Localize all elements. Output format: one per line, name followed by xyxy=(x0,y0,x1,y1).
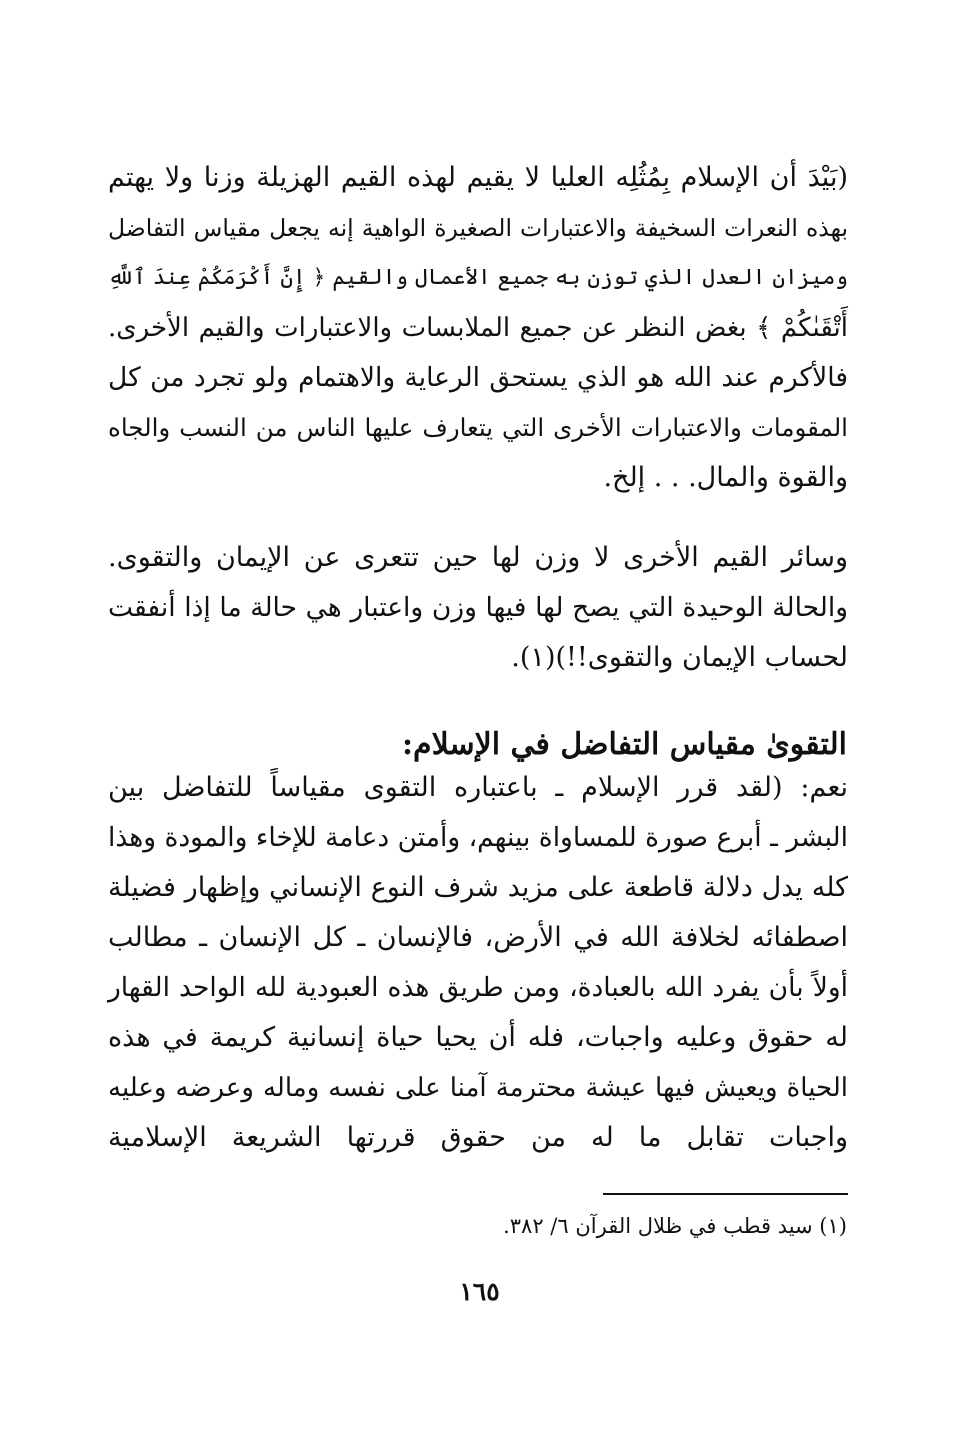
text-line: وسائر القيم الأخرى لا وزن لها حين تتعرى عن الإيمان والتقوى. xyxy=(108,542,848,573)
footnote-separator xyxy=(603,1193,848,1195)
text-line: كله يدل دلالة قاطعة على مزيد شرف النوع الإنساني وإظهار فضيلة xyxy=(108,872,848,903)
text-line: أَتْقَىٰكُمْ ﴾ بغض النظر عن جميع الملابسات والاعتبارات والقيم الأخرى. xyxy=(108,313,848,343)
text-line: لحساب الإيمان والتقوى!!)(١). xyxy=(511,642,848,673)
text-line: المقومات والاعتبارات الأخرى التي يتعارف عليها الناس من النسب والجاه xyxy=(108,413,848,442)
paragraph-3 xyxy=(108,763,848,1163)
text-line: نعم: (لقد قرر الإسلام ـ باعتباره التقوى مقياساً للتفاضل بين xyxy=(108,772,848,803)
text-line: واجبات تقابل ما له من حقوق قررتها الشريعة الإسلامية xyxy=(108,1122,848,1153)
footnote: (١) سيد قطب في ظلال القرآن ٦/ ٣٨٢. xyxy=(503,1214,847,1238)
text-line: (بَيْدَ أن الإسلام بِمُثُلِه العليا لا يقيم لهذه القيم الهزيلة وزنا ولا يهتم xyxy=(108,162,848,193)
text-line: فالأكرم عند الله هو الذي يستحق الرعاية والاهتمام ولو تجرد من كل xyxy=(108,362,848,393)
text-line: له حقوق وعليه واجبات، فله أن يحيا حياة إنسانية كريمة في هذه xyxy=(108,1022,848,1053)
text-line: أولاً بأن يفرد الله بالعبادة، ومن طريق هذه العبودية لله الواحد القهار xyxy=(108,972,848,1003)
text-line: والحالة الوحيدة التي يصح لها فيها وزن واعتبار هي حالة ما إذا أنفقت xyxy=(108,592,848,623)
paragraph-2 xyxy=(108,533,848,683)
text-line: وميزان العدل الذي توزن به جميع الأعمال والقيم ﴿ إِنَّ أَكْرَمَكُمْ عِندَ ٱللَّهِ xyxy=(108,265,848,290)
paragraph-1 xyxy=(108,153,848,503)
text-line: والقوة والمال. . . إلخ. xyxy=(603,462,848,493)
text-line: بهذه النعرات السخيفة والاعتبارات الصغيرة الواهية إنه يجعل مقياس التفاضل xyxy=(108,214,848,242)
text-line: اصطفائه لخلافة الله في الأرض، فالإنسان ـ كل الإنسان ـ مطالب xyxy=(108,922,848,953)
section-heading: التقوىٰ مقياس التفاضل في الإسلام: xyxy=(401,727,847,762)
text-line: الحياة ويعيش فيها عيشة محترمة آمنا على نفسه وماله وعرضه وعليه xyxy=(108,1073,848,1103)
page-number: ١٦٥ xyxy=(459,1277,500,1306)
text-line: البشر ـ أبرع صورة للمساواة بينهم، وأمتن دعامة للإخاء والمودة وهذا xyxy=(108,822,848,853)
